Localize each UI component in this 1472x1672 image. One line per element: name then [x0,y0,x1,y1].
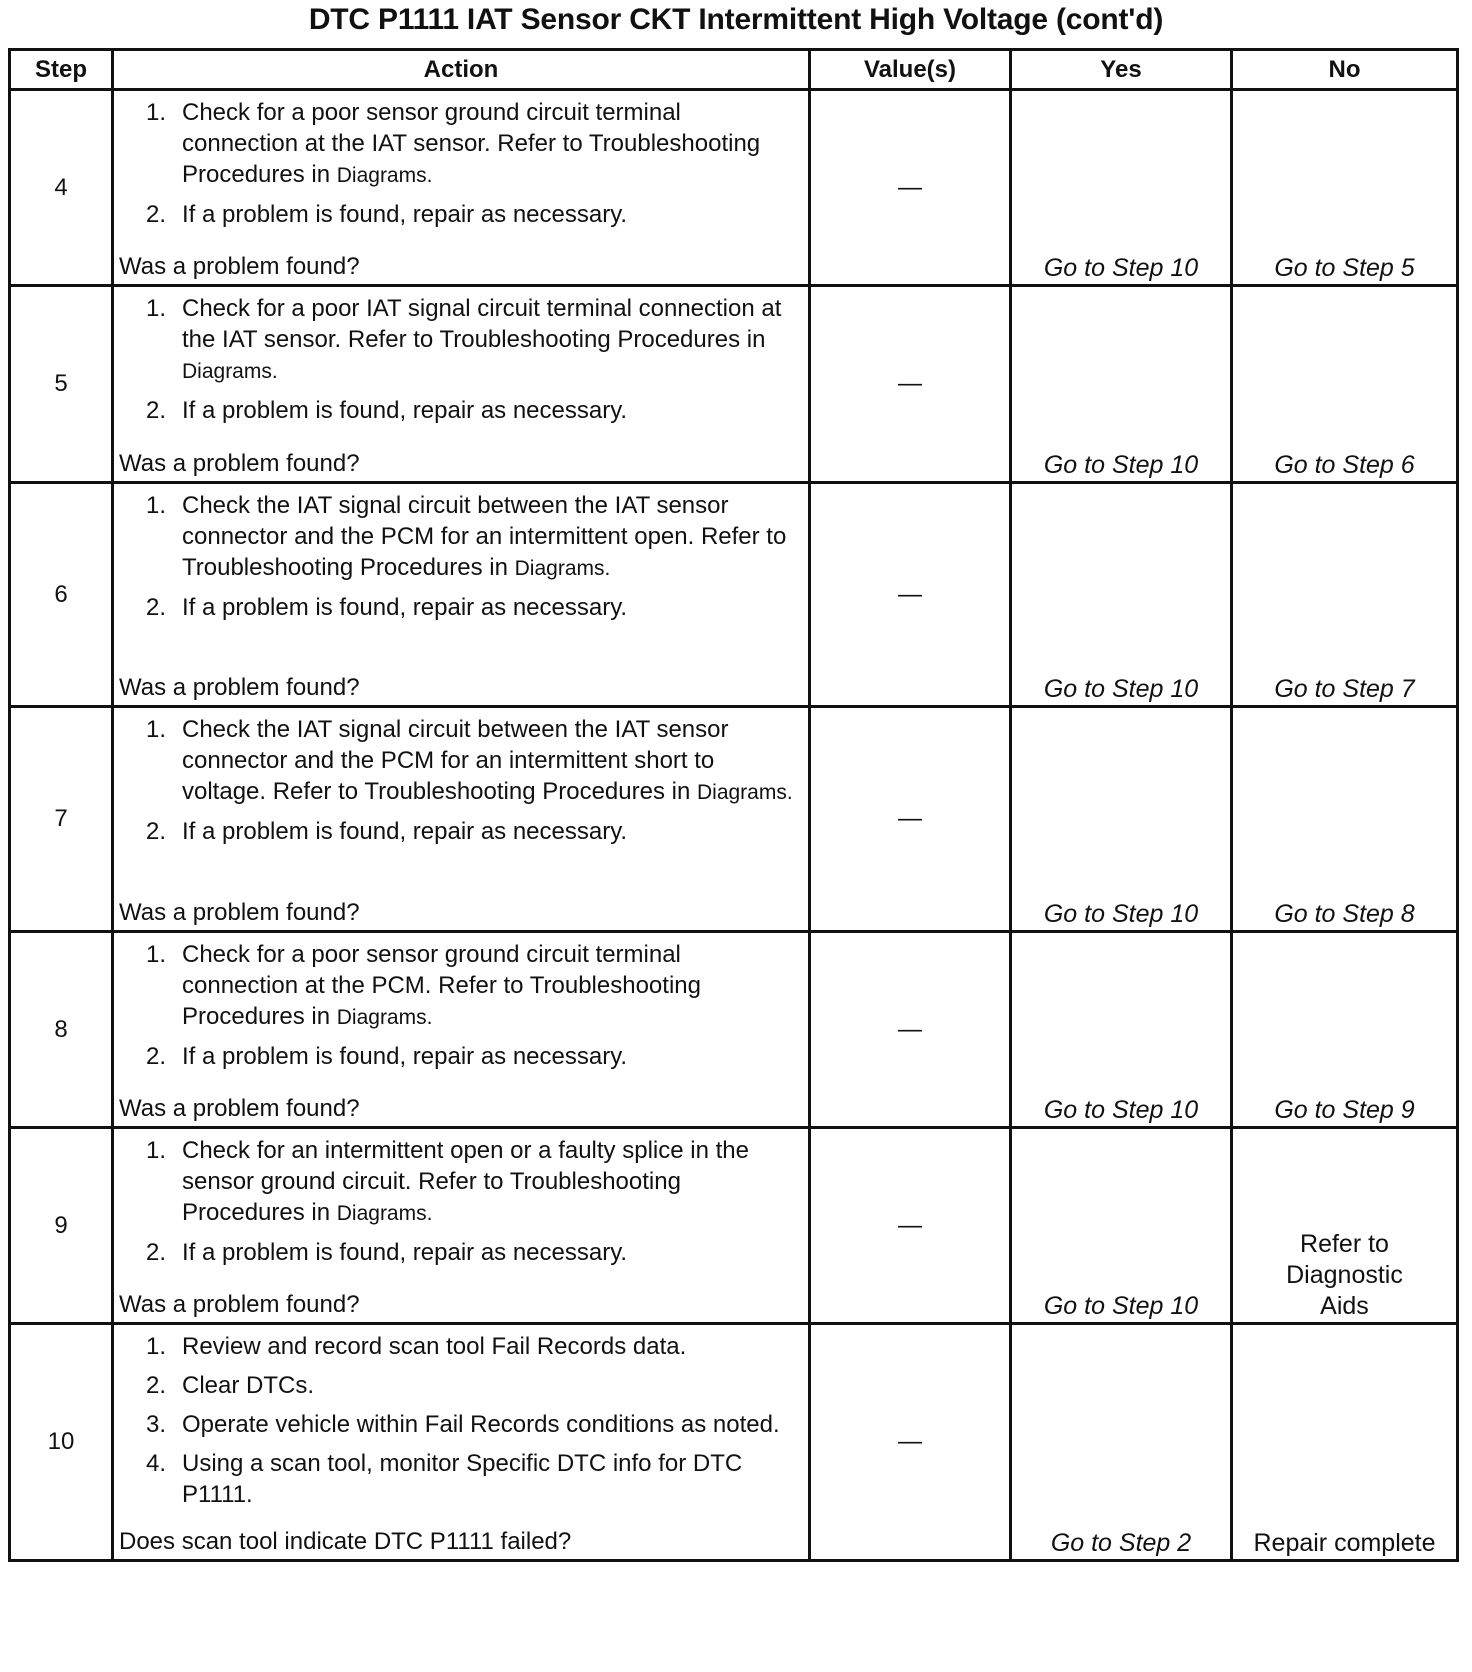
action-substep [146,1041,798,1072]
page-title: DTC P1111 IAT Sensor CKT Intermittent High Voltage (cont'd) [308,3,1164,36]
action-substep [146,199,798,230]
no-result-text: Go to Step 7 [1274,675,1415,703]
action-cell [113,707,810,932]
header-row [10,50,1458,90]
value-cell: — [810,707,1011,932]
yes-result [1011,932,1232,1128]
substep-text: If a problem is found, repair as necessary. [182,1239,628,1266]
substep-number: 1. [146,716,167,743]
no-result-text: Go to Step 6 [1274,451,1415,479]
action-substep [146,816,798,847]
action-cell [113,1324,810,1561]
substep-text: Check for a poor sensor ground circuit terminal connection at the IAT sensor. Refer to Troubleshooting Procedures in [182,99,761,188]
yes-result-text: Go to Step 10 [1043,451,1199,479]
value-cell: — [810,932,1011,1128]
no-result [1232,90,1458,286]
no-result-text: Go to Step 9 [1274,1096,1415,1124]
table-row [10,483,1458,707]
column-header-yes: Yes [1011,50,1232,90]
action-substep [146,97,798,191]
yes-result [1011,707,1232,932]
action-question: Was a problem found? [119,674,360,701]
substep-text: Check for a poor IAT signal circuit terminal connection at the IAT sensor. Refer to Troubleshooting Procedures in [182,295,782,353]
action-question: Was a problem found? [119,450,360,477]
action-substeps [114,91,808,230]
value-cell: — [810,286,1011,483]
action-cell [113,286,810,483]
yes-result [1011,90,1232,286]
action-substep [146,490,798,584]
action-question: Was a problem found? [119,1291,360,1318]
diagrams-reference: Diagrams. [182,360,278,383]
yes-result-text: Go to Step 10 [1043,1292,1199,1320]
substep-text: Check the IAT signal circuit between the IAT sensor connector and the PCM for an intermittent open. Refer to Troubleshooting Procedures in [182,492,787,581]
substep-number: 1. [146,1137,167,1164]
action-substep [146,1409,798,1440]
substep-text: If a problem is found, repair as necessary. [182,397,628,424]
diagrams-reference: Diagrams. [336,164,433,187]
step-number: 9 [10,1128,113,1324]
yes-result [1011,483,1232,707]
action-substep [146,293,798,387]
substep-text: Check the IAT signal circuit between the IAT sensor connector and the PCM for an intermittent short to voltage. Refer to Troubleshooting Procedures in [182,716,729,805]
column-header-values: Value(s) [810,50,1011,90]
column-header-action: Action [113,50,810,90]
table-row [10,1128,1458,1324]
table-row [10,90,1458,286]
substep-text: Check for an intermittent open or a faulty splice in the sensor ground circuit. Refer to Troubleshooting Procedures in [182,1137,749,1226]
action-substep [146,1237,798,1268]
action-question: Was a problem found? [119,253,360,280]
action-substep [146,714,798,808]
step-number: 4 [10,90,113,286]
diagnostic-table [8,48,1459,1562]
action-substeps [114,1129,808,1268]
action-substeps [114,933,808,1072]
table-row [10,932,1458,1128]
yes-result [1011,1324,1232,1561]
substep-text: If a problem is found, repair as necessary. [182,594,628,621]
action-cell [113,1128,810,1324]
column-header-step: Step [10,50,113,90]
no-result-text: Repair complete [1253,1529,1436,1557]
yes-result-text: Go to Step 10 [1043,1096,1199,1124]
diagrams-reference: Diagrams. [336,1006,433,1029]
yes-result [1011,286,1232,483]
yes-result-text: Go to Step 2 [1050,1529,1192,1557]
action-question: Does scan tool indicate DTC P1111 failed? [119,1528,572,1555]
substep-text: Using a scan tool, monitor Specific DTC info for DTC P1111. [182,1450,743,1508]
step-number: 6 [10,483,113,707]
yes-result-text: Go to Step 10 [1043,675,1199,703]
substep-text: Review and record scan tool Fail Records data. [182,1333,687,1360]
substep-number: 1. [146,941,167,968]
table-row [10,1324,1458,1561]
substep-number: 1. [146,1333,167,1360]
action-question: Was a problem found? [119,1095,360,1122]
diagrams-reference: Diagrams. [696,781,793,804]
action-question: Was a problem found? [119,899,360,926]
substep-number: 2. [146,1043,167,1070]
action-substep [146,395,798,426]
substep-text: If a problem is found, repair as necessary. [182,818,628,845]
no-result-text: Refer to Diagnostic Aids [1286,1230,1403,1320]
step-number: 8 [10,932,113,1128]
substep-number: 1. [146,99,167,126]
substep-text: If a problem is found, repair as necessary. [182,1043,628,1070]
action-substep [146,939,798,1033]
action-substeps [114,1325,808,1510]
table-row [10,286,1458,483]
action-cell [113,90,810,286]
substep-text: Operate vehicle within Fail Records conditions as noted. [182,1411,780,1438]
substep-number: 1. [146,492,167,519]
substep-number: 3. [146,1411,167,1438]
substep-number: 2. [146,818,167,845]
value-cell: — [810,1324,1011,1561]
action-substep [146,1370,798,1401]
substep-number: 2. [146,1239,167,1266]
yes-result [1011,1128,1232,1324]
action-substep [146,592,798,623]
action-cell [113,932,810,1128]
action-substeps [114,708,808,847]
substep-number: 2. [146,397,167,424]
substep-number: 2. [146,594,167,621]
action-substeps [114,287,808,426]
no-result-text: Go to Step 5 [1274,254,1415,282]
substep-text: If a problem is found, repair as necessary. [182,201,628,228]
no-result [1232,707,1458,932]
no-result [1232,1324,1458,1561]
no-result [1232,286,1458,483]
table-row [10,707,1458,932]
substep-number: 4. [146,1450,167,1477]
no-result [1232,1128,1458,1324]
yes-result-text: Go to Step 10 [1043,254,1199,282]
substep-text: Check for a poor sensor ground circuit terminal connection at the PCM. Refer to Troubleshooting Procedures in [182,941,701,1030]
column-header-no: No [1232,50,1458,90]
step-number: 5 [10,286,113,483]
diagrams-reference: Diagrams. [514,557,611,580]
substep-number: 2. [146,201,167,228]
substep-number: 1. [146,295,167,322]
action-substep [146,1448,798,1510]
no-result-text: Go to Step 8 [1274,900,1415,928]
substep-number: 2. [146,1372,167,1399]
step-number: 7 [10,707,113,932]
substep-text: Clear DTCs. [182,1372,315,1399]
action-substep [146,1331,798,1362]
value-cell: — [810,90,1011,286]
no-result [1232,932,1458,1128]
yes-result-text: Go to Step 10 [1043,900,1199,928]
action-substep [146,1135,798,1229]
value-cell: — [810,1128,1011,1324]
value-cell: — [810,483,1011,707]
no-result [1232,483,1458,707]
action-substeps [114,484,808,623]
diagrams-reference: Diagrams. [336,1202,433,1225]
table-body [10,90,1458,1561]
action-cell [113,483,810,707]
step-number: 10 [10,1324,113,1561]
